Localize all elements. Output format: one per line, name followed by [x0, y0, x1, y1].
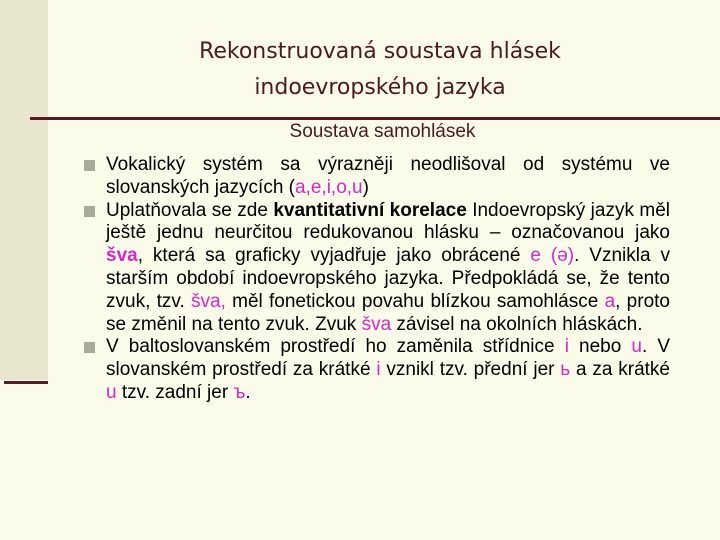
highlight-vowel-a: a: [604, 290, 616, 312]
text: , proto se změnil na tento zvuk. Zvuk: [106, 290, 670, 335]
text: ): [362, 176, 369, 198]
slide-title: [100, 34, 660, 106]
title-divider: [30, 117, 720, 120]
highlight-vowel-u: u: [631, 336, 642, 358]
text: tzv. zadní jer: [116, 381, 234, 403]
highlight-shva: šva,: [191, 290, 226, 312]
text: . Vznikla v starším období indoevropského jazyka. Předpokládá se, že tento zvuk, tzv.: [106, 245, 670, 312]
square-bullet-icon: [84, 206, 95, 217]
highlight-vowel-i: i: [564, 336, 569, 358]
title-line-1: Rekonstruovaná soustava hlásek: [199, 39, 561, 64]
square-bullet-icon: [84, 342, 95, 353]
highlight-back-jer: ъ: [233, 381, 246, 403]
text: Vokalický systém sa výrazněji neodlišoval od systému ve slovanských jazycích (: [106, 154, 670, 198]
bullet-list: [84, 154, 670, 405]
text: závisel na okolních hláskách.: [391, 313, 643, 335]
bullet-item-quantity: [84, 200, 670, 337]
highlight-schwa-symbol: e (ə): [530, 245, 575, 267]
side-band-gap: [0, 380, 48, 540]
highlight-front-jer: ь: [560, 359, 571, 381]
side-accent-line: [4, 381, 48, 384]
bullet-item-vowel-system: [84, 154, 670, 200]
bold-term: kvantitativní korelace: [273, 199, 467, 221]
bullet-item-baltoslavic: [84, 336, 670, 404]
text: Indoevropský jazyk měl ještě jednu neurčitou redukovanou hlásku – označovanou jako: [106, 199, 670, 244]
highlight-vowel-i: i: [376, 359, 381, 381]
text: měl fonetickou povahu blízkou samohlásce: [225, 290, 605, 312]
text: . V slovanském prostředí za krátké: [106, 336, 670, 381]
section-heading: Soustava samohlásek: [289, 121, 476, 142]
title-line-2: indoevropského jazyka: [254, 75, 506, 100]
vowel-list: a,e,i,o,u: [295, 176, 363, 198]
highlight-vowel-u: u: [106, 381, 117, 403]
text: Uplatňovala se zde: [106, 199, 274, 221]
highlight-shva: šva: [106, 245, 138, 267]
highlight-shva: šva: [361, 313, 392, 335]
square-bullet-icon: [84, 160, 95, 171]
text: vznikl tzv. přední jer: [380, 359, 561, 381]
text: a za krátké: [570, 359, 670, 381]
text: , která sa graficky vyjadřuje jako obrácené: [137, 245, 531, 267]
text: .: [245, 381, 251, 403]
text: V baltoslovanském prostředí ho zaměnila střídnice: [106, 336, 565, 358]
text: nebo: [568, 336, 632, 358]
